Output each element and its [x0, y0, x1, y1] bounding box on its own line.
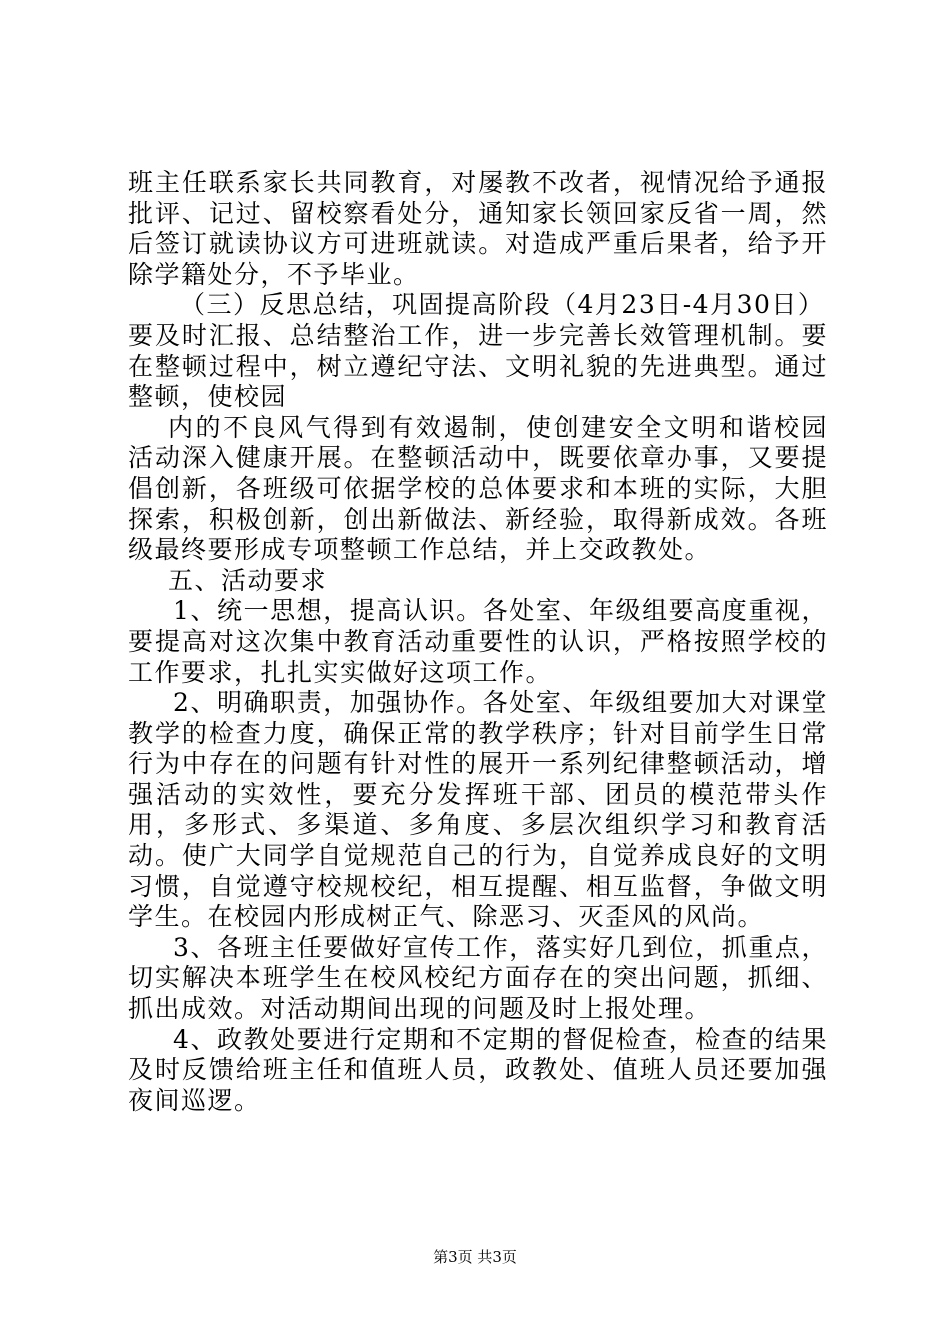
document-body: [128, 168, 828, 1116]
section-heading-activity-requirements: 五、活动要求: [168, 565, 328, 595]
paragraph-phase-three-continued: 内的不良风气得到有效遏制，使创建安全文明和谐校园活动深入健康开展。在整顿活动中，既要依章办事，又要提倡创新，各班级可依据学校的总体要求和本班的实际，大胆探索，积极创新，创出新做法、新经验，取得新成效。各班级最终要形成专项整顿工作总结，并上交政教处。: [128, 412, 828, 565]
paragraph-discipline-measures: 班主任联系家长共同教育，对屡教不改者，视情况给予通报批评、记过、留校察看处分，通知家长领回家反省一周，然后签订就读协议方可进班就读。对造成严重后果者，给予开除学籍处分，不予毕业。: [128, 168, 828, 289]
paragraph-requirement-3: 3、各班主任要做好宣传工作，落实好几到位，抓重点，切实解决本班学生在校风校纪方面存在的突出问题，抓细、抓出成效。对活动期间出现的问题及时上报处理。: [128, 932, 828, 1024]
paragraph-requirement-4: 4、政教处要进行定期和不定期的督促检查，检查的结果及时反馈给班主任和值班人员，政教处、值班人员还要加强夜间巡逻。: [128, 1024, 828, 1115]
paragraph-phase-three-summary: 要及时汇报、总结整治工作，进一步完善长效管理机制。要在整顿过程中，树立遵纪守法、文明礼貌的先进典型。通过整顿，使校园: [128, 320, 828, 412]
paragraph-requirement-2: 2、明确职责，加强协作。各处室、年级组要加大对课堂教学的检查力度，确保正常的教学秩序；针对目前学生日常行为中存在的问题有针对性的展开一系列纪律整顿活动，增强活动的实效性，要充分发挥班干部、团员的模范带头作用，多形式、多渠道、多角度、多层次组织学习和教育活动。使广大同学自觉规范自己的行为，自觉养成良好的文明习惯，自觉遵守校规校纪，相互提醒、相互监督，争做文明学生。在校园内形成树正气、除恶习、灭歪风的风尚。: [128, 688, 828, 932]
page-number-footer: 第3页 共3页: [433, 1248, 517, 1266]
paragraph-requirement-1: 1、统一思想，提高认识。各处室、年级组要高度重视，要提高对这次集中教育活动重要性的认识，严格按照学校的工作要求，扎扎实实做好这项工作。: [128, 596, 828, 687]
paragraph-phase-three-heading: （三）反思总结，巩固提高阶段（4月23日-4月30日）: [180, 290, 825, 320]
